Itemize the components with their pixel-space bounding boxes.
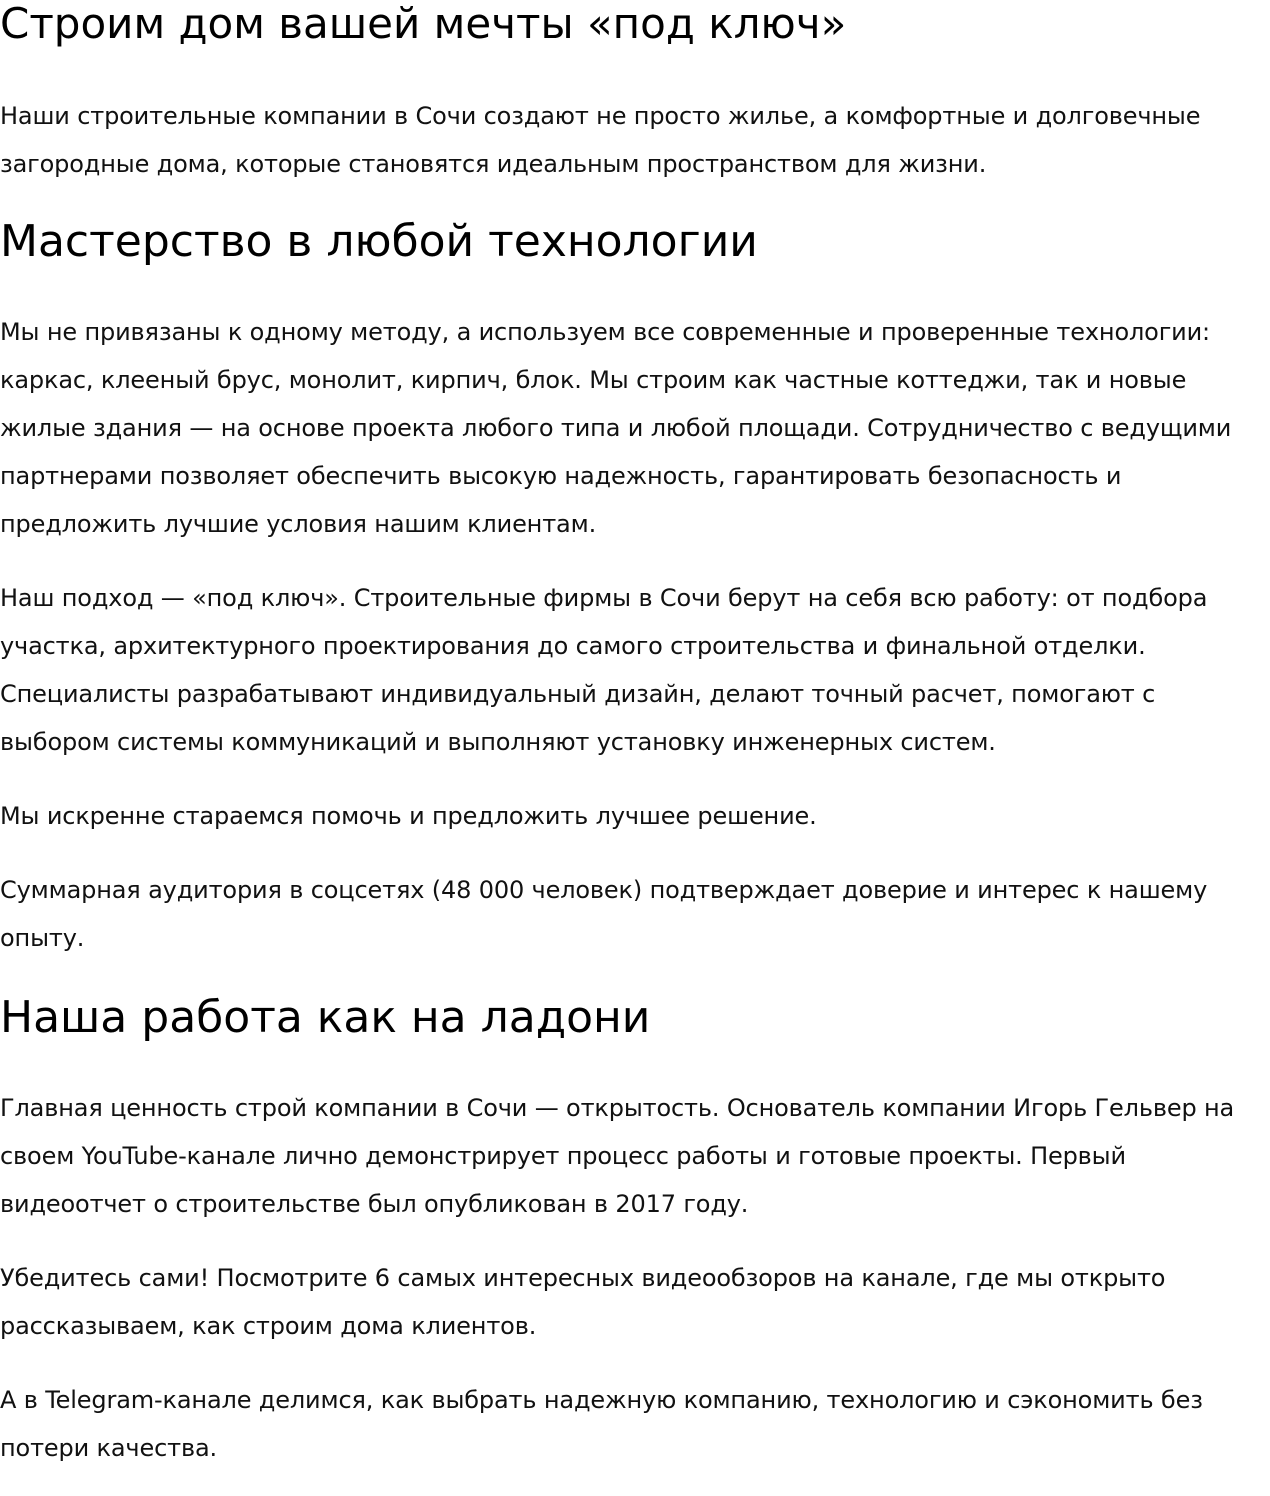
- openness-section: [0, 992, 1270, 1472]
- hero-intro: Наши строительные компании в Сочи создают не просто жилье, а комфортные и долговечные загородные дома, которые становятся идеальным пространством для жизни.: [0, 102, 1201, 178]
- openness-title: Наша работа как на ладони: [0, 992, 651, 1043]
- openness-paragraph: Главная ценность строй компании в Сочи — открытость. Основатель компании Игорь Гельвер на своем YouTube-канале лично демонстрирует процесс работы и готовые проекты. Первый видеоотчет о строительстве был опубликован в 2017 году.: [0, 1094, 1235, 1218]
- hero-section: [0, 0, 1270, 188]
- technology-paragraph: Мы не привязаны к одному методу, а используем все современные и проверенные технологии: каркас, клееный брус, монолит, кирпич, блок. Мы строим как частные коттеджи, так и новые жилые здания — на основе проекта любого типа и любой площади. Сотрудничество с ведущими партнерами позволяет обеспечить высокую надежность, гарантировать безопасность и предложить лучшие условия нашим клиентам.: [0, 318, 1232, 538]
- openness-paragraph: Убедитесь сами! Посмотрите 6 самых интересных видеообзоров на канале, где мы открыто рассказываем, как строим дома клиентов.: [0, 1264, 1166, 1340]
- technology-paragraph: Мы искренне стараемся помочь и предложить лучшее решение.: [0, 802, 817, 830]
- technology-paragraph: Суммарная аудитория в соцсетях (48 000 человек) подтверждает доверие и интерес к нашему опыту.: [0, 876, 1208, 952]
- openness-paragraph: А в Telegram-канале делимся, как выбрать надежную компанию, технологию и сэкономить без потери качества.: [0, 1386, 1203, 1462]
- technology-title: Мастерство в любой технологии: [0, 216, 758, 267]
- technology-section: [0, 216, 1270, 962]
- technology-paragraph: Наш подход — «под ключ». Строительные фирмы в Сочи берут на себя всю работу: от подбора участка, архитектурного проектирования до самого строительства и финальной отделки. Специалисты разрабатывают индивидуальный дизайн, делают точный расчет, помогают с выбором системы коммуникаций и выполняют установку инженерных систем.: [0, 584, 1208, 756]
- hero-title: Строим дом вашей мечты «под ключ»: [0, 0, 847, 48]
